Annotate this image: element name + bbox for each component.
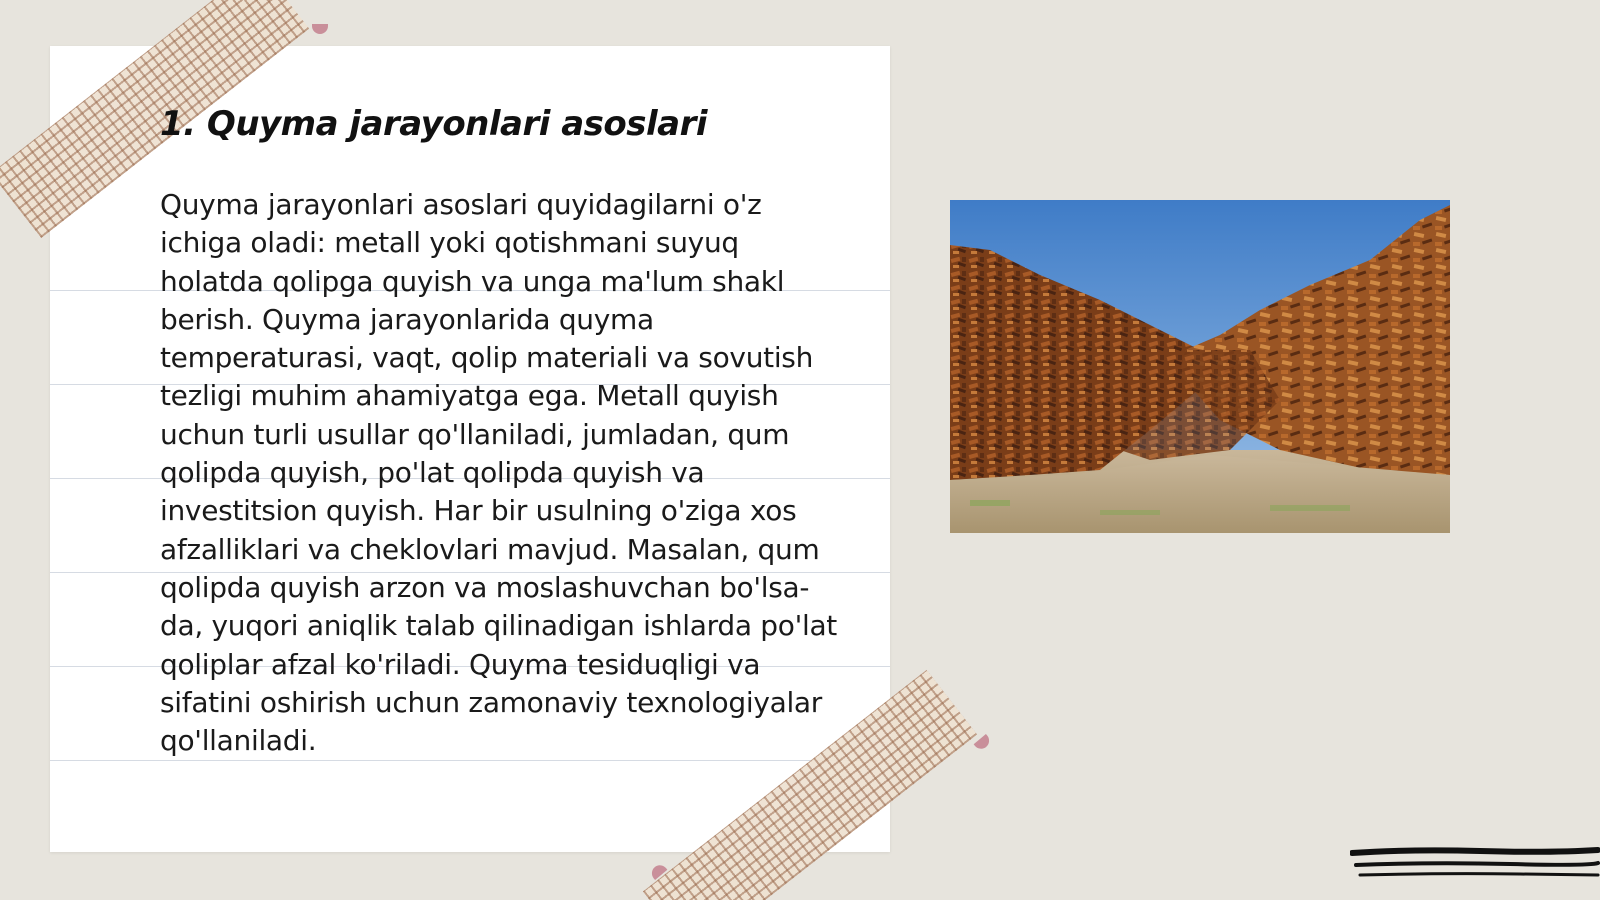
slide-body-text: Quyma jarayonlari asoslari quyidagilarni o'z ichiga oladi: metall yoki qotishmani suyuq holatda qolipga quyish va unga ma'lum shakl berish. Quyma jarayonlarida quyma temperaturasi, vaqt, qolip materiali va sovutish tezligi muhim ahamiyatga ega. Metall quyish uchun turli usullar qo'llaniladi, jumladan, qum qolipda quyish, po'lat qolipda quyish va investitsion quyish. Har bir usulning o'ziga xos afzalliklari va cheklovlari mavjud. Masalan, qum qolipda quyish arzon va moslashuvchan bo'lsa-da, yuqori aniqlik talab qilinadigan ishlarda po'lat qoliplar afzal ko'riladi. Quyma tesiduqligi va sifatini oshirish uchun zamonaviy texnologiyalar qo'llaniladi. [160,188,837,758]
tape-corner-accent [312,24,328,34]
brush-stroke-decoration [1350,845,1600,885]
slide-title: 1. Quyma jarayonlari asoslari [160,104,708,144]
scrap-metal-photo [950,200,1450,533]
scrap-metal-image [950,200,1450,533]
tape-corner-accent [974,734,993,752]
